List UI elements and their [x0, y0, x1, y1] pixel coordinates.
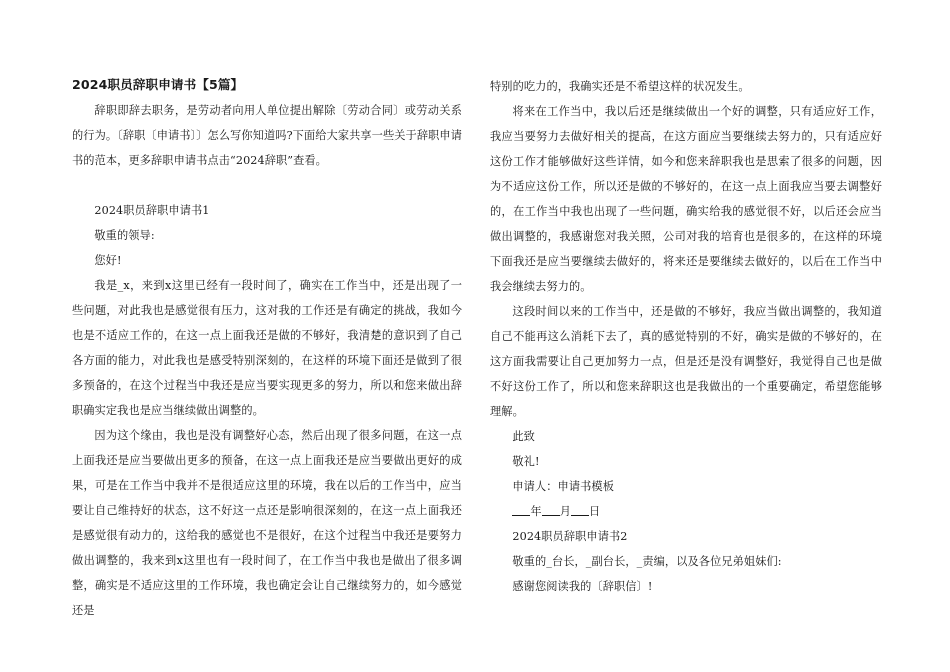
letter2-heading: 2024职员辞职申请书2 — [512, 530, 628, 543]
letter1-closing-1: 此致 — [512, 430, 535, 443]
letter1-paragraph-1: 我是_x，来到x这里已经有一段时间了，确实在工作当中，还是出现了一些问题，对此我也是感觉很有压力，这对我的工作还是有确定的挑战，我如今也是不适应工作的，在这一点上面我还是做的不够好，我清楚的意识到了自己各方面的能力，对此我也是感受特别深刻的，在这样的环境下面还是做到了很多预备的，在这个过程当中我还是应当要实现更多的努力，所以和您来做出辞职确实定我也是应当继续做出调整的。 — [72, 279, 462, 417]
spacer — [72, 173, 462, 198]
letter1-paragraph-3: 将来在工作当中，我以后还是继续做出一个好的调整，只有适应好工作，我应当要努力去做好相关的提高，在这方面应当要继续去努力的，只有适应好这份工作才能够做好这些详情，如今和您来辞职我也是思索了很多的问题，因为不适应这份工作，所以还是做的不够好的，在这一点上面我应当要去调整好的，在工作当中我也出现了一些问题，确实给我的感觉很不好，以后还会应当做出调整的，我感谢您对我关照，公司对我的培育也是很多的，在这样的环境下面我还是应当要继续去做好的，将来还是要继续去做好的，以后在工作当中我会继续去努力的。 — [490, 105, 882, 293]
date-month-blank — [542, 503, 560, 516]
letter1-paragraph-4: 这段时间以来的工作当中，还是做的不够好，我应当做出调整的，我知道自己不能再这么消耗下去了，真的感觉特别的不好，确实是做的不够好的，在这方面我需要让自己更加努力一点，但是还是没有调整好，我觉得自己也是做不好这份工作了，所以和您来辞职这也是我做出的一个重要确定，希望您能够理解。 — [490, 305, 882, 418]
letter2-salutation: 敬重的_台长，_副台长，_责编，以及各位兄弟姐妹们: — [512, 555, 782, 568]
letter1-signer: 申请人：申请书模板 — [512, 480, 614, 493]
date-year-label: 年 — [530, 505, 542, 518]
letter1-closing-2: 敬礼! — [512, 455, 540, 468]
left-column — [72, 74, 462, 623]
date-year-blank — [512, 503, 530, 516]
right-column — [490, 74, 882, 599]
letter1-heading: 2024职员辞职申请书1 — [94, 204, 210, 217]
date-day-blank — [571, 503, 589, 516]
letter2-first-line: 感谢您阅读我的〔辞职信〕! — [512, 580, 653, 593]
document-title: 2024职员辞职申请书【5篇】 — [72, 77, 244, 92]
date-month-label: 月 — [559, 505, 571, 518]
date-day-label: 日 — [588, 505, 601, 518]
letter1-paragraph-2: 因为这个缘由，我也是没有调整好心态，然后出现了很多问题，在这一点上面我还是应当要做出更多的预备，在这一点上面我还是应当要做出更好的成果，可是在工作当中我并不是很适应这里的环境，我在以后的工作当中，应当要让自己维持好的状态，这不好这一点还是影响很深刻的，在这一点上面我还是感觉很有动力的，这给我的感觉也不是很好，在这个过程当中我还是要努力做出调整的，我来到x这里也有一段时间了，在工作当中我也是做出了很多调整，确实是不适应这里的工作环境，我也确定会让自己继续努力的，如今感觉还是 — [72, 429, 462, 617]
letter1-date — [490, 499, 882, 524]
letter1-greeting: 您好! — [94, 254, 122, 267]
letter1-paragraph-2-continued: 特别的吃力的，我确实还是不希望这样的状况发生。 — [490, 80, 750, 93]
letter1-salutation: 敬重的领导: — [94, 229, 155, 242]
intro-paragraph: 辞职即辞去职务，是劳动者向用人单位提出解除〔劳动合同〕或劳动关系的行为。〔辞职〔申请书〕〕怎么写你知道吗?下面给大家共享一些关于辞职申请书的范本，更多辞职申请书点击“2024辞职”查看。 — [72, 104, 462, 167]
